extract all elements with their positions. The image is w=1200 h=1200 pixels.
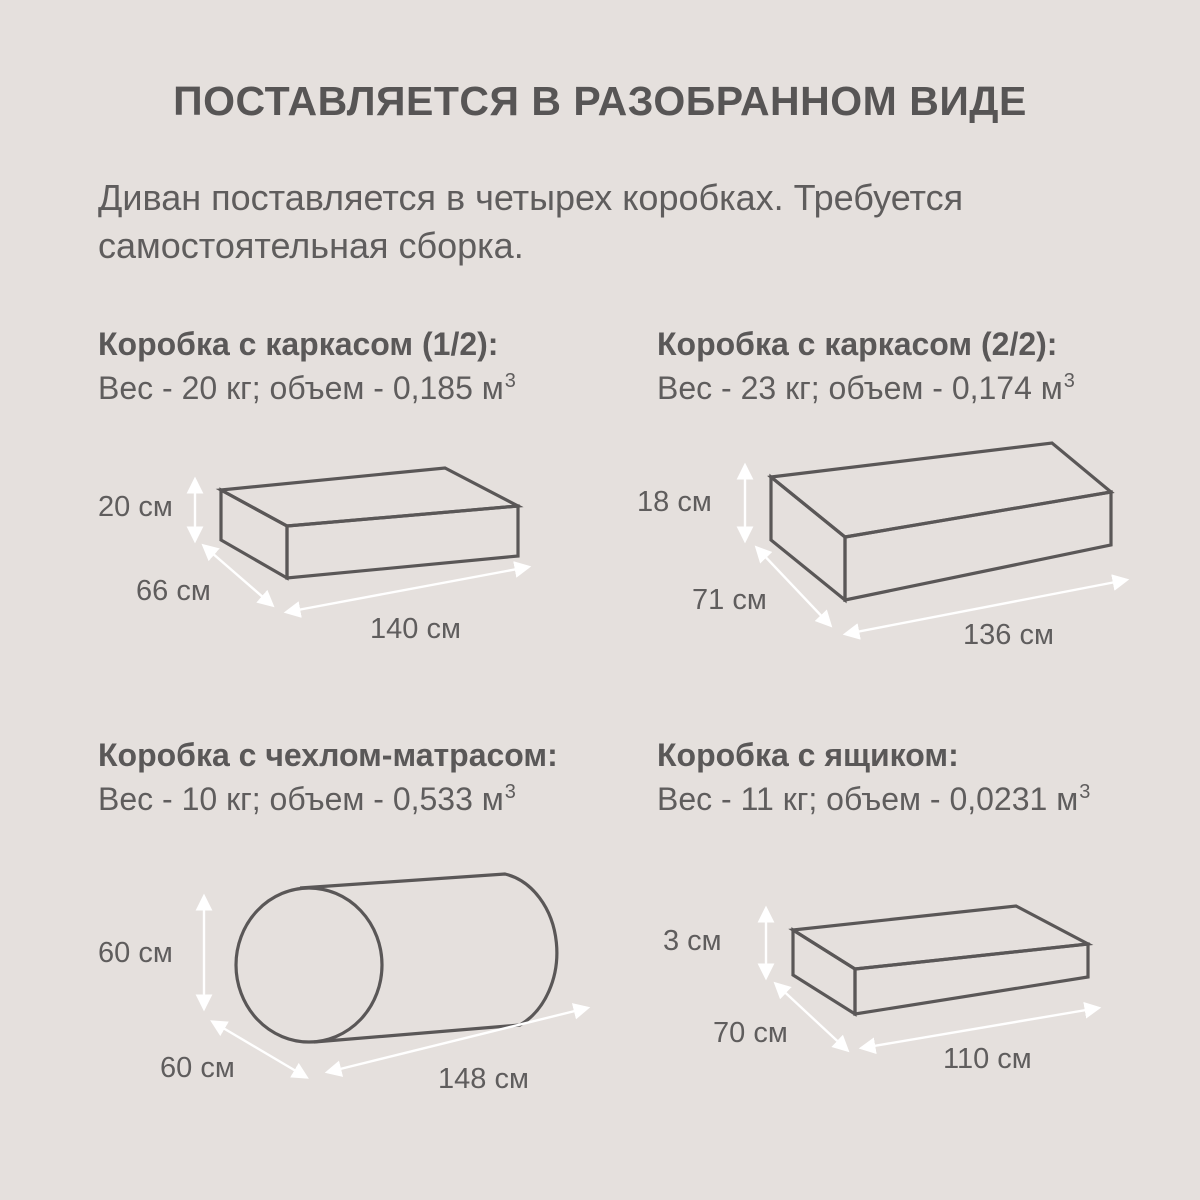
page-title: ПОСТАВЛЯЕТСЯ В РАЗОБРАННОМ ВИДЕ	[173, 78, 1027, 124]
box-2-shape-icon	[771, 443, 1111, 600]
box-2-depth-label: 71 см	[692, 584, 767, 616]
box-3-spec-unit-exponent: 3	[504, 781, 516, 803]
box-3-length-label: 148 см	[438, 1063, 529, 1095]
intro-text: Диван поставляется в четырех коробках. Требуется самостоятельная сборка.	[98, 177, 964, 266]
box-1-title: Коробка с каркасом (1/2):	[98, 326, 499, 362]
box-1-spec-unit-exponent: 3	[504, 370, 516, 392]
box-2-title: Коробка с каркасом (2/2):	[657, 326, 1058, 362]
box-4-shape-icon	[793, 906, 1088, 1014]
box-4-title: Коробка с ящиком:	[657, 737, 959, 773]
box-3-shape-icon	[236, 874, 557, 1042]
box-4-spec-unit-exponent: 3	[1079, 781, 1091, 803]
box-1-shape-icon	[221, 468, 518, 578]
box-3-depth-label: 60 см	[160, 1052, 235, 1084]
box-2-spec-unit-exponent: 3	[1063, 370, 1075, 392]
box-2-height-label: 18 см	[637, 486, 712, 518]
box-4-height-label: 3 см	[663, 925, 722, 957]
box-3-height-label: 60 см	[98, 937, 173, 969]
box-1-height-label: 20 см	[98, 491, 173, 523]
box-1-spec-text: Вес - 20 кг; объем - 0,185 м	[98, 370, 504, 406]
box-1-length-label: 140 см	[370, 613, 461, 645]
box-3-spec-text: Вес - 10 кг; объем - 0,533 м	[98, 781, 504, 817]
box-4-spec-text: Вес - 11 кг; объем - 0,0231 м	[657, 781, 1079, 817]
box-3-title: Коробка с чехлом-матрасом:	[98, 737, 558, 773]
box-4-depth-label: 70 см	[713, 1017, 788, 1049]
box-1-depth-label: 66 см	[136, 575, 211, 607]
box-2-length-label: 136 см	[963, 619, 1054, 651]
box-1-depth-arrow	[204, 546, 272, 605]
box-4-length-label: 110 см	[943, 1043, 1032, 1075]
box-4-length-arrow	[862, 1008, 1098, 1048]
box-2-spec-text: Вес - 23 кг; объем - 0,174 м	[657, 370, 1063, 406]
